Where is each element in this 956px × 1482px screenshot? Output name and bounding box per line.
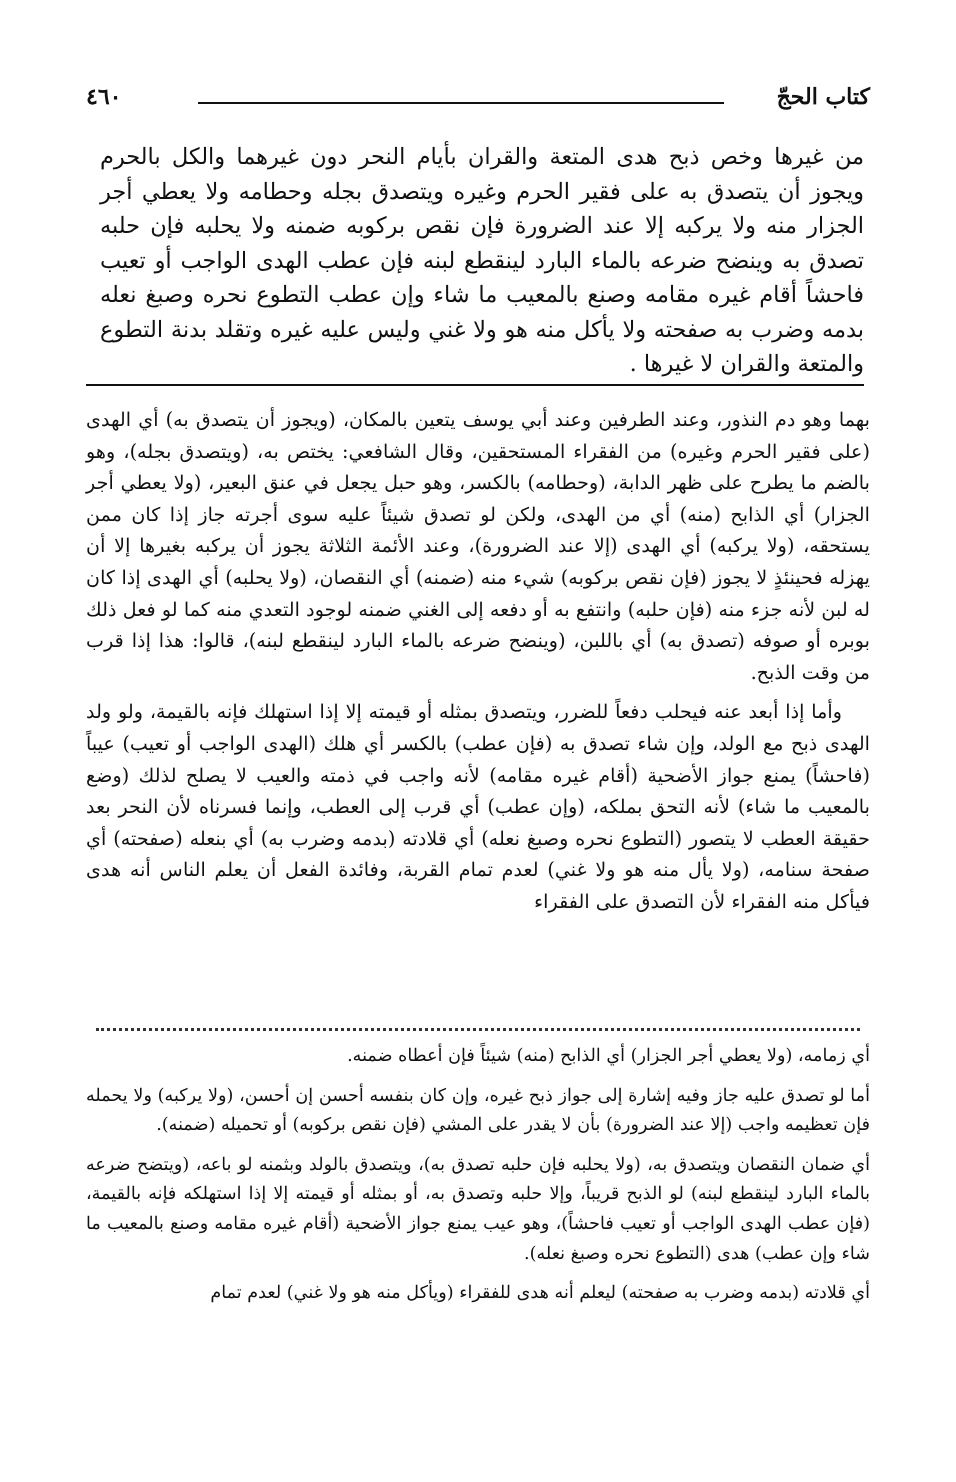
footnote-4: أي قلادته (بدمه وضرب به صفحته) ليعلم أنه هدى للفقراء (ويأكل منه هو ولا غني) لعدم تمام <box>210 1283 870 1304</box>
footnotes <box>86 1042 870 1319</box>
main-text-paragraph: من غيرها وخص ذبح هدى المتعة والقران بأيام النحر دون غيرهما والكل بالحرم ويجوز أن يتصدق به على فقير الحرم وغيره ويتصدق بجله وحطامه ولا يعطي أجر الجزار منه ولا يركبه إلا عند الضرورة فإن نقص بركوبه ضمنه ولا يحلبه فإن حلبه تصدق به وينضح ضرعه بالماء البارد لينقطع لبنه فإن عطب الهدى الواجب أو تعيب فاحشاً أقام غيره مقامه وصنع بالمعيب ما شاء وإن عطب التطوع نحره وصبغ نعله بدمه وضرب به صفحته ولا يأكل منه هو ولا غني وليس عليه غيره وتقلد بدنة التطوع والمتعة والقران لا غيرها . <box>100 144 864 377</box>
header-rule <box>198 102 724 104</box>
footnote-1: أي زمامه، (ولا يعطي أجر الجزار) أي الذابح (منه) شيئاً فإن أعطاه ضمنه. <box>347 1046 870 1066</box>
main-text <box>100 140 864 382</box>
text-separator <box>86 384 864 386</box>
footnote-3: أي ضمان النقصان ويتصدق به، (ولا يحلبه فإن حلبه تصدق به)، ويتصدق بالولد وبثمنه لو باعه، (ويتضح ضرعه بالماء البارد لينقطع لبنه) لو الذبح قريباً، وإلا حلبه وتصدق به، أو بمثله أو قيمته إلا إذا استهلكه فإنه بالقيمة، (فإن عطب الهدى الواجب أو تعيب فاحشاً)، وهو عيب يمنع جواز الأضحية (أقام غيره مقامه وصنع بالمعيب ما شاء وإن عطب) هدى (التطوع نحره وصبغ نعله). <box>86 1154 870 1264</box>
page-header <box>86 84 870 118</box>
footnote-2: أما لو تصدق عليه جاز وفيه إشارة إلى جواز ذبح غيره، وإن كان بنفسه أحسن إن أحسن، (ولا يركبه) ولا يحمله فإن تعظيمه واجب (إلا عند الضرورة) بأن لا يقدر على المشي (فإن نقص بركوبه) أو تحميله (ضمنه). <box>86 1085 870 1136</box>
footnote-separator <box>96 1028 860 1031</box>
page-number: ٤٦٠ <box>86 84 122 110</box>
commentary-paragraph-2: وأما إذا أبعد عنه فيحلب دفعاً للضرر، ويتصدق بمثله أو قيمته إلا إذا استهلك فإنه بالقيمة، ولو ولد الهدى ذبح مع الولد، وإن شاء تصدق به (فإن عطب) بالكسر أي هلك (الهدى الواجب أو تعيب) عيباً (فاحشاً) يمنع جواز الأضحية (أقام غيره مقامه) لأنه واجب في ذمته والعيب لا يصلح لذلك (وضع بالمعيب ما شاء) لأنه التحق بملكه، (وإن عطب) أي قرب إلى العطب، وإنما فسرناه لأن النحر بعد حقيقة العطب لا يتصور (التطوع نحره وصبغ نعله) أي قلادته (بدمه وضرب به) أي بنعله (صفحته) أي صفحة سنامه، (ولا يأل منه هو ولا غني) لعدم تمام القربة، وفائدة الفعل أن يعلم الناس أنه هدى فيأكل منه الفقراء لأن التصدق على الفقراء <box>86 700 870 913</box>
book-title: كتاب الحجّ <box>776 84 870 110</box>
commentary <box>86 404 870 918</box>
commentary-paragraph-1: بهما وهو دم النذور، وعند الطرفين وعند أبي يوسف يتعين بالمكان، (ويجوز أن يتصدق به) أي الهدى (على فقير الحرم وغيره) من الفقراء المستحقين، وقال الشافعي: يختص به، (ويتصدق بجله)، وهو بالضم ما يطرح على ظهر الدابة، (وحطامه) بالكسر، وهو حبل يجعل في عنق البعير، (ولا يعطي أجر الجزار) أي الذابح (منه) أي من الهدى، ولكن لو تصدق شيئاً عليه سوى أجرته جاز إذا كان ممن يستحقه، (ولا يركبه) أي الهدى (إلا عند الضرورة)، وعند الأئمة الثلاثة يجوز أن يركبه بغيرها إلا أن يهزله فحينئذٍ لا يجوز (فإن نقص بركوبه) شيء منه (ضمنه) أي النقصان، (ولا يحلبه) أي الهدى إذا كان له لبن لأنه جزء منه (فإن حلبه) وانتفع به أو دفعه إلى الغني ضمنه لوجود التعدي منه كما لو فعل ذلك بوبره أو صوفه (تصدق به) أي باللبن، (وينضح ضرعه بالماء البارد لينقطع لبنه)، قالوا: هذا إذا قرب من وقت الذبح. <box>86 408 870 684</box>
